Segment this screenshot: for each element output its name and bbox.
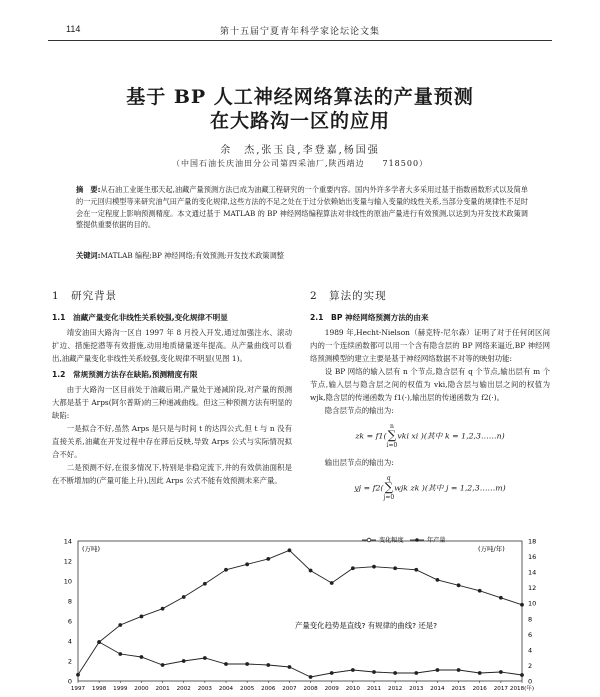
x-tick-label: 2018(年) [509,686,535,692]
formula2-rhs: wjk zk )(其中 j = 1,2,3……m) [394,483,506,493]
section-2-1-paragraph-1: 1989 年,Hecht-Nielson（赫克特-尼尔森）证明了对于任何闭区间内的一个连续函数都可以用一个含有隐含层的 BP 网络来逼近,BP 神经网络预测模型的建立主要是基于神经网络数据不对等的映射功能: [310,328,550,363]
change-point [118,652,122,656]
running-head [48,22,552,38]
change-point [330,671,334,675]
production-point [393,566,397,570]
production-point [309,569,313,573]
left-axis-unit: (万吨) [82,545,101,553]
x-tick-label: 1997 [70,686,86,692]
x-tick-label: 2003 [197,686,212,692]
x-tick-label: 2004 [218,686,234,692]
production-point [224,568,228,572]
series-line-production [78,550,522,675]
right-column [310,290,550,508]
x-tick-label: 2012 [388,686,403,692]
section-1-heading: 1 研究背景 [52,290,118,302]
summation-icon: ∑ [387,428,397,442]
section-1-2-paragraph-1: 由于大路沟一区目前处于油藏后期,产量处于递减阶段,对产量的预测大都是基于 Arps(阿尔普斯)的三种递减曲线。但这三种预测方法有明显的缺陷: [52,385,292,420]
change-point [97,640,101,644]
production-point [245,562,249,566]
keywords-text: MATLAB 编程;BP 神经网络;有效预测;开发技术政策调整 [100,251,284,260]
x-tick-label: 2013 [409,686,424,692]
keywords-label: 关键词: [76,251,101,260]
legend-production: 年产量 [427,537,446,544]
abstract-label: 摘 要: [76,185,101,194]
y-left-tick-label: 0 [67,677,72,686]
x-tick-label: 1999 [113,686,128,692]
hidden-layer-label: 隐含层节点的输出为: [324,406,394,415]
section-2-1-heading: 2.1 BP 神经网络预测方法的由来 [310,313,429,322]
section-1-1-heading: 1.1 油藏产量变化非线性关系较强,变化规律不明显 [52,313,228,322]
formula1-rhs: vki xi )(其中 k = 1,2,3……n) [397,431,505,441]
affiliation: （中国石油长庆油田分公司第四采油厂,陕西靖边 718500） [171,159,429,168]
production-point [520,603,524,607]
x-tick-label: 2015 [451,686,466,692]
y-right-tick-label: 2 [528,661,533,670]
legend-change: 变化幅度 [379,537,404,544]
x-tick-label: 2001 [155,686,170,692]
y-right-tick-label: 16 [528,553,537,562]
x-tick-label: 2010 [345,686,360,692]
x-tick-label: 2005 [240,686,255,692]
legend-marker-change [367,538,371,542]
formula2-sum-bottom: j=0 [383,494,395,501]
x-tick-label: 2002 [176,686,191,692]
production-point [288,548,292,552]
right-axis-unit: (万吨/年) [478,545,505,553]
formula-output-layer [310,475,550,502]
change-point [203,656,207,660]
change-point [224,662,228,666]
y-right-tick-label: 4 [528,646,533,655]
authors: 余 杰,张玉良,李登嘉,杨国强 [220,145,380,156]
change-point [266,663,270,667]
chart-canvas [0,537,600,693]
x-tick-label: 2006 [261,686,276,692]
production-point [266,557,270,561]
chart-plot-frame [78,541,522,681]
y-right-tick-label: 6 [528,630,533,639]
chart-legend [362,536,446,544]
formula2-sum-top: q [386,475,391,482]
production-point [436,578,440,582]
production-point [203,582,207,586]
x-tick-label: 2014 [430,686,445,692]
change-point [414,671,418,675]
production-point [330,581,334,585]
production-point [499,596,503,600]
change-point [288,665,292,669]
y-right-tick-label: 0 [528,677,533,686]
production-point [457,583,461,587]
y-left-tick-label: 10 [63,577,72,586]
y-left-tick-label: 8 [67,597,72,606]
x-tick-label: 2007 [282,686,297,692]
production-point [140,615,144,619]
change-point [457,668,461,672]
y-left-tick-label: 4 [67,637,72,646]
change-point [520,673,524,677]
production-chart [0,537,600,693]
y-left-tick-label: 2 [67,657,72,666]
paper-title-line1: 基于 BP 人工神经网络算法的产量预测 [126,86,474,108]
x-tick-label: 2016 [472,686,487,692]
production-point [118,623,122,627]
formula1-sum-top: n [389,423,394,430]
output-layer-label: 输出层节点的输出为: [324,458,394,467]
section-2-heading: 2 算法的实现 [310,290,387,302]
legend-marker-production [415,538,419,542]
change-point [372,670,376,674]
x-tick-label: 2011 [366,686,382,692]
y-right-tick-label: 8 [528,615,533,624]
formula1-sum-bottom: i=0 [386,442,398,449]
section-1-2-heading: 1.2 常规预测方法存在缺陷,预测精度有限 [52,370,198,379]
change-point [351,668,355,672]
page-number: 114 [66,24,81,34]
production-point [76,673,80,677]
change-point [161,663,165,667]
y-left-tick-label: 12 [63,557,72,566]
x-tick-label: 2000 [134,686,149,692]
section-1-2-paragraph-3: 二是预测不好,在很多情况下,特别是非稳定流下,井的有效供油面积是在不断增加的(产量可能上升),因此 Arps 公式不能有效预测未来产量。 [52,463,292,485]
chart-annotation: 产量变化趋势是直线? 有规律的曲线? 还是? [295,621,438,630]
change-point [436,668,440,672]
y-right-tick-label: 10 [528,599,537,608]
x-tick-label: 2009 [324,686,339,692]
change-point [140,655,144,659]
formula-hidden-layer [310,423,550,450]
paper-title-line2: 在大路沟一区的应用 [209,110,390,132]
x-tick-label: 2008 [303,686,318,692]
production-point [414,568,418,572]
change-point [478,671,482,675]
journal-title: 第十五届宁夏青年科学家论坛论文集 [219,27,380,37]
y-right-tick-label: 14 [528,568,537,577]
header-rule [48,40,552,41]
abstract-text: 从石油工业诞生那天起,油藏产量预测方法已成为油藏工程研究的一个重要内容。国内外许多学者大多采用过基于指数函数形式以及简单的一元回归模型等来研究油气田产量的变化规律,这些方法的不足之处在于过分依赖始出变量与输入变量的线性关系,当部分变量的规律性不足时会在一定程度上影响预测精度。本文通过基于 MATLAB 的 BP 神经网络编程算法对非线性的原油产量进行有效预测,以达到为开发技术政策调整提供重要依据的目的。 [76,185,528,230]
left-column [52,290,292,487]
change-point [182,659,186,663]
production-point [351,566,355,570]
production-point [478,589,482,593]
production-point [161,607,165,611]
x-tick-label: 2017 [493,686,508,692]
change-point [499,670,503,674]
production-point [182,595,186,599]
formula1-lhs: zk = f1( [355,431,387,441]
y-right-tick-label: 12 [528,584,537,593]
change-point [245,662,249,666]
summation-icon: ∑ [384,480,394,494]
change-point [393,671,397,675]
section-2-1-paragraph-2: 设 BP 网络的输入层有 n 个节点,隐含层有 q 个节点,输出层有 m 个节点,输入层与隐含层之间的权值为 vki,隐含层与输出层之间的权值为 wjk,隐含层的传递函数为 f1(·),输出层的传递函数为 f2(·)。 [310,367,550,402]
x-tick-label: 1998 [92,686,107,692]
change-point [309,675,313,679]
keywords [76,251,528,261]
y-left-tick-label: 14 [63,537,72,546]
section-1-2-paragraph-2: 一是拟合不好,虽然 Arps 是只是与时间 t 的达四公式,但 t 与 n 没有直接关系,油藏在开发过程中存在滞后反映,导致 Arps 公式与实际情况拟合不好。 [52,424,292,459]
section-1-1-paragraph: 靖安油田大路沟一区自 1997 年 8 月投入开发,通过加强注水、滚动扩边、措施挖潜等有效措施,动用地质储量逐年提高。从产量曲线可以看出,油藏产量变化非线性关系较强,变化规律不明显(见图 1)。 [52,328,292,363]
y-right-tick-label: 18 [528,537,537,546]
y-left-tick-label: 6 [67,617,72,626]
formula2-lhs: yj = f2( [354,483,384,493]
production-point [372,565,376,569]
abstract [76,184,528,231]
